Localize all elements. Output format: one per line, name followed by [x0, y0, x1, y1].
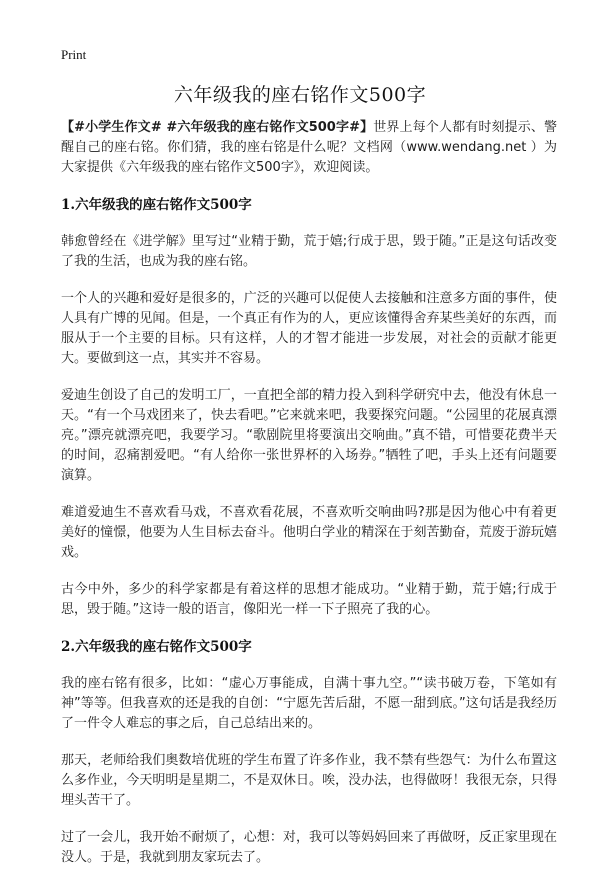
- paragraph: 难道爱迪生不喜欢看马戏，不喜欢看花展，不喜欢听交响曲吗?那是因为他心中有着更美好的憧憬，他要为人生目标去奋斗。他明白学业的精深在于刻苦勤奋，荒废于游玩嬉戏。: [61, 505, 557, 560]
- paragraph: 爱迪生创设了自己的发明工厂，一直把全部的精力投入到科学研究中去，他没有休息一天。“有一个马戏团来了，快去看吧。”它来就来吧，我要探究问题。“公园里的花展真漂亮。”漂亮就漂亮吧，我要学习。“歌剧院里将要演出交响曲。”真不错，可惜要花费半天的时间，忍痛割爱吧。“有人给你一张世界杯的入场券。”牺牲了吧，手头上还有问题要演算。: [61, 388, 557, 483]
- section-2-heading: 2.六年级我的座右铭作文500字: [61, 639, 252, 655]
- intro-text: 世界上每个人都有时刻提示、警醒自己的座右铭。你们猜，我的座右铭是什么呢？文档网（www.wendang.net ）为大家提供《六年级我的座右铭作文500字》，欢迎阅读。: [61, 120, 557, 175]
- article-body: [61, 118, 557, 885]
- print-link[interactable]: Print: [61, 47, 87, 62]
- section-1-heading: 1.六年级我的座右铭作文500字: [61, 197, 252, 213]
- paragraph: 古今中外，多少的科学家都是有着这样的思想才能成功。“业精于勤，荒于嬉;行成于思，毁于随。”这诗一般的语言，像阳光一样一下子照亮了我的心。: [61, 582, 557, 617]
- intro-tag: 【#小学生作文# #六年级我的座右铭作文500字#】: [61, 120, 374, 135]
- intro-paragraph: [61, 118, 557, 178]
- paragraph: 我的座右铭有很多，比如：“虚心万事能成，自满十事九空。”“读书破万卷，下笔如有神”等等。但我喜欢的还是我的自创：“宁愿先苦后甜，不愿一甜到底。”这句话是我经历了一件令人难忘的事之后，自己总结出来的。: [61, 676, 557, 731]
- paragraph: 过了一会儿，我开始不耐烦了，心想：对，我可以等妈妈回来了再做呀，反正家里现在没人。于是，我就到朋友家玩去了。: [61, 830, 557, 865]
- paragraph: 韩愈曾经在《进学解》里写过“业精于勤，荒于嬉;行成于思，毁于随。”正是这句话改变了我的生活，也成为我的座右铭。: [61, 234, 557, 269]
- paragraph: 那天，老师给我们奥数培优班的学生布置了许多作业，我不禁有些怨气：为什么布置这么多作业，今天明明是星期二，不是双休日。唉，没办法，也得做呀！我很无奈，只得埋头苦干了。: [61, 753, 557, 808]
- page-title: 六年级我的座右铭作文500字: [173, 84, 427, 106]
- paragraph: 一个人的兴趣和爱好是很多的，广泛的兴趣可以促使人去接触和注意多方面的事件，使人具有广博的见闻。但是，一个真正有作为的人，更应该懂得舍弃某些美好的东西，而服从于一个主要的目标。只有这样，人的才智才能进一步发展，对社会的贡献才能更大。要做到这一点，其实并不容易。: [61, 291, 557, 366]
